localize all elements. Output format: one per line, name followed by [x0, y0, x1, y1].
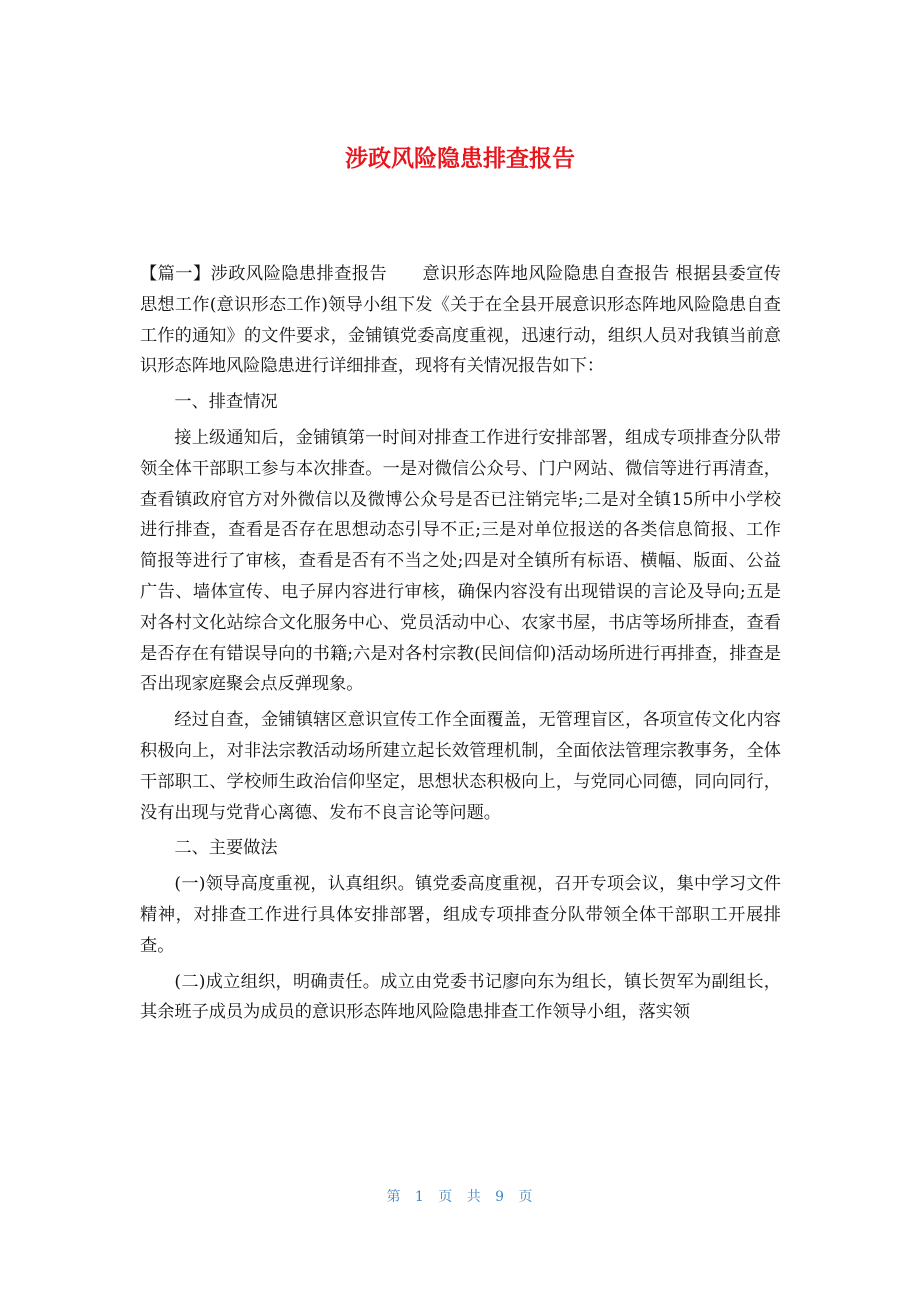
section-heading-2: 二、主要做法 [174, 838, 278, 859]
section-heading-1: 一、排查情况 [174, 392, 278, 413]
paragraph-intro: 【篇一】涉政风险隐患排查报告 意识形态阵地风险隐患自查报告 根据县委宣传思想工作(意识形态工作)领导小组下发《关于在全县开展意识形态阵地风险隐患自查工作的通知》的文件要求，金铺镇党委高度重视，迅速行动，组织人员对我镇当前意识形态阵地风险隐患进行详细排查，现将有关情况报告如下： [140, 264, 781, 377]
paragraph: 接上级通知后，金铺镇第一时间对排查工作进行安排部署，组成专项排查分队带领全体干部职工参与本次排查。一是对微信公众号、门户网站、微信等进行再清查，查看镇政府官方对外微信以及微博公众号是否已注销完毕;二是对全镇15所中小学校进行排查，查看是否存在思想动态引导不正;三是对单位报送的各类信息简报、工作简报等进行了审核，查看是否有不当之处;四是对全镇所有标语、横幅、版面、公益广告、墙体宣传、电子屏内容进行审核，确保内容没有出现错误的言论及导向;五是对各村文化站综合文化服务中心、党员活动中心、农家书屋，书店等场所排查，查看是否存在有错误导向的书籍;六是对各村宗教(民间信仰)活动场所进行再排查，排查是否出现家庭聚会点反弹现象。 [140, 427, 781, 695]
paragraph: 经过自查，金铺镇辖区意识宣传工作全面覆盖，无管理盲区，各项宣传文化内容积极向上，对非法宗教活动场所建立起长效管理机制，全面依法管理宗教事务，全体干部职工、学校师生政治信仰坚定，思想状态积极向上，与党同心同德，同向同行，没有出现与党背心离德、发布不良言论等问题。 [140, 710, 781, 823]
paragraph: (二)成立组织，明确责任。成立由党委书记廖向东为组长，镇长贺军为副组长，其余班子成员为成员的意识形态阵地风险隐患排查工作领导小组，落实领 [140, 971, 781, 1023]
document-body [140, 259, 781, 1028]
page-number-footer: 第 1 页 共 9 页 [386, 1189, 534, 1205]
document-title: 涉政风险隐患排查报告 [345, 146, 575, 172]
paragraph: (一)领导高度重视，认真组织。镇党委高度重视，召开专项会议，集中学习文件精神，对排查工作进行具体安排部署，组成专项排查分队带领全体干部职工开展排查。 [140, 874, 781, 956]
